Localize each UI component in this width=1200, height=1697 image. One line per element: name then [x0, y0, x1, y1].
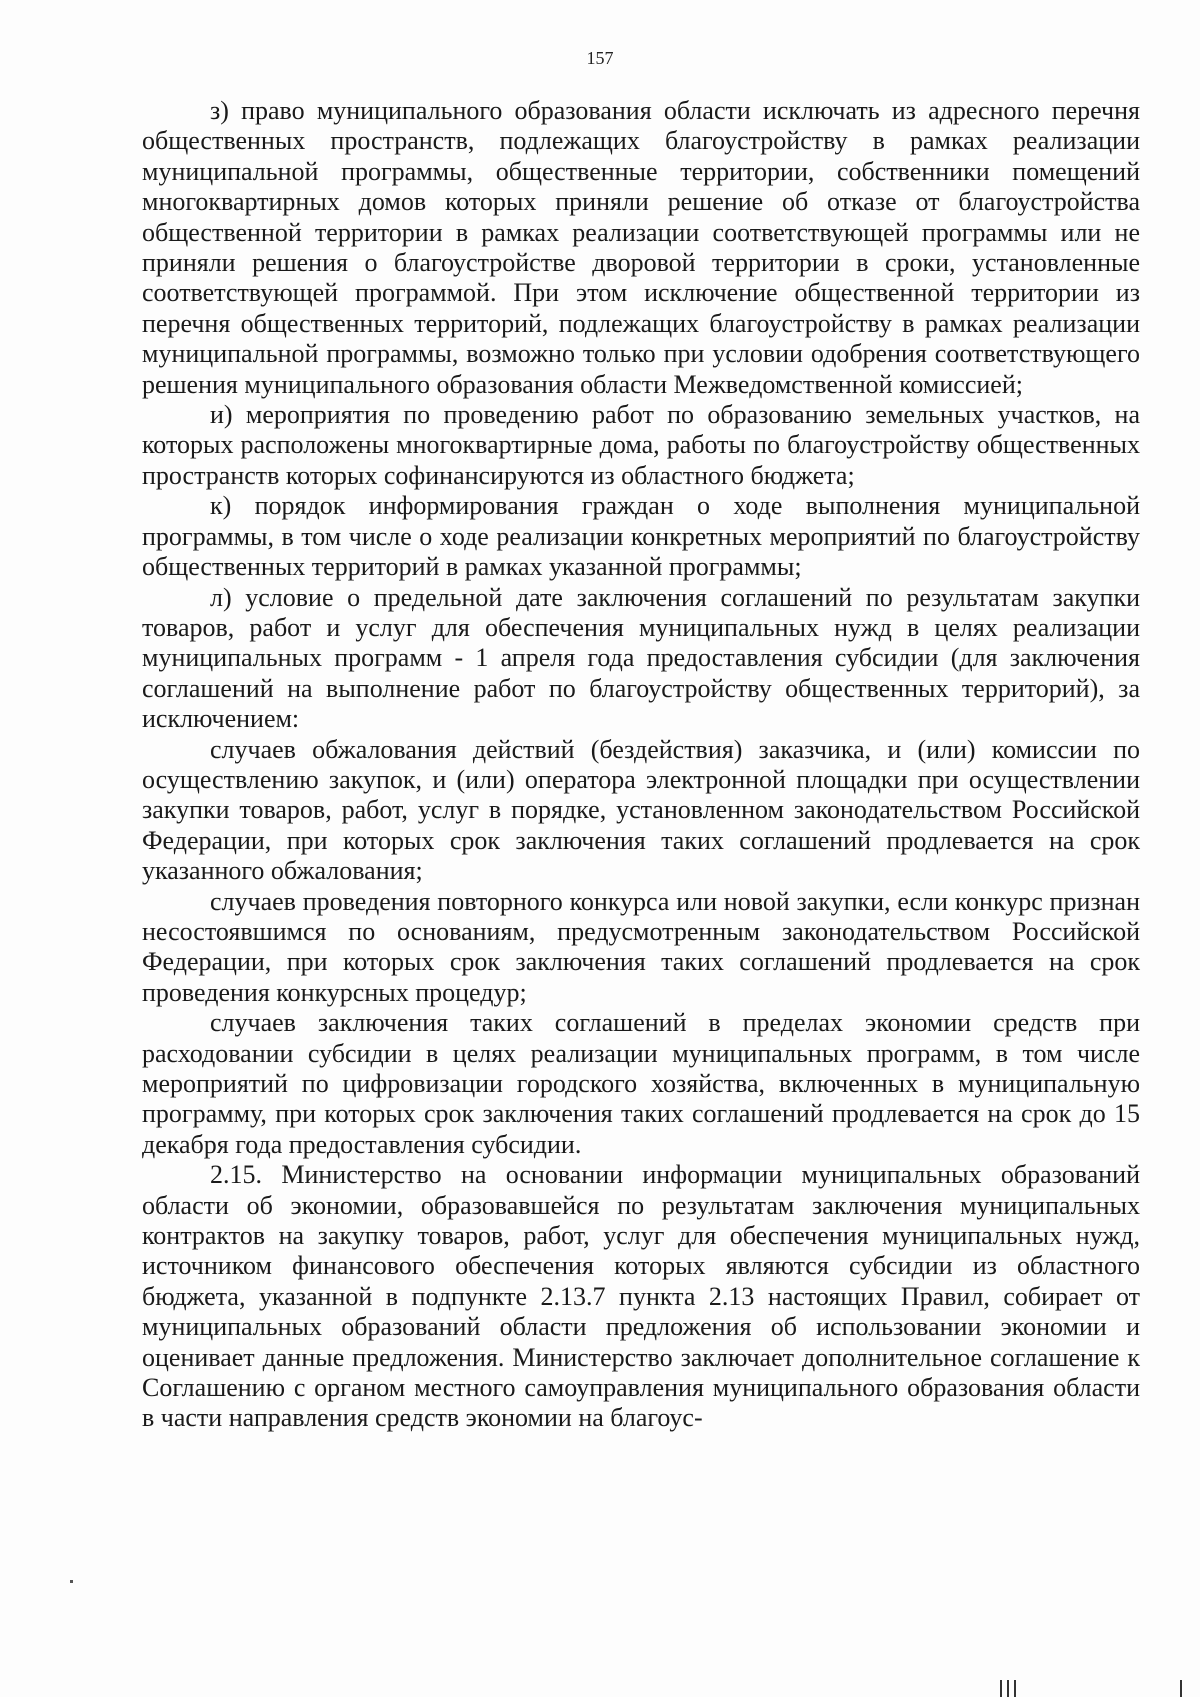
- page-number: 157: [586, 48, 614, 68]
- paragraph-k-informing: к) порядок информирования граждан о ходе выполнения муниципальной программы, в том числе о ходе реализации конкретных мероприятий по благоустройству общественных территорий в рамках указанной программы;: [142, 491, 1140, 582]
- paragraph-l-deadline: л) условие о предельной дате заключения соглашений по результатам закупки товаров, работ и услуг для обеспечения муниципальных нужд в целях реализации муниципальных программ - 1 апреля года предоставления субсидии (для заключения соглашений на выполнение работ по благоустройству общественных территорий), за исключением:: [142, 582, 1140, 734]
- scan-mark: [70, 1580, 73, 1583]
- paragraph-exception-appeal: случаев обжалования действий (бездействия) заказчика, и (или) комиссии по осуществлению закупок, и (или) оператора электронной площадки при осуществлении закупки товаров, работ, услуг в порядке, установленном законодательством Российской Федерации, при которых срок заключения таких соглашений продлевается на срок указанного обжалования;: [142, 734, 1140, 886]
- paragraph-z-exclusion-right: з) право муниципального образования области исключать из адресного перечня общественных пространств, подлежащих благоустройству в рамках реализации муниципальной программы, общественные территории, собственники помещений многоквартирных домов которых приняли решение об отказе от благоустройства общественной территории в рамках реализации соответствующей программы или не приняли решения о благоустройстве дворовой территории в сроки, установленные соответствующей программой. При этом исключение общественной территории из перечня общественных территорий, подлежащих благоустройству в рамках реализации муниципальной программы, возможно только при условии одобрения соответствующего решения муниципального образования области Межведомственной комиссией;: [142, 96, 1140, 399]
- paragraph-exception-repeat-tender: случаев проведения повторного конкурса или новой закупки, если конкурс признан несостоявшимся по основаниям, предусмотренным законодательством Российской Федерации, при которых срок заключения таких соглашений продлевается на срок проведения конкурсных процедур;: [142, 886, 1140, 1007]
- document-body: [142, 96, 1140, 1434]
- paragraph-2-15-ministry: 2.15. Министерство на основании информации муниципальных образований области об экономии, образовавшейся по результатам заключения муниципальных контрактов на закупку товаров, работ, услуг для обеспечения муниципальных нужд, источником финансового обеспечения которых являются субсидии из областного бюджета, указанной в подпункте 2.13.7 пункта 2.13 настоящих Правил, собирает от муниципальных образований области предложения об использовании экономии и оценивает данные предложения. Министерство заключает дополнительное соглашение к Соглашению с органом местного самоуправления муниципального образования области в части направления средств экономии на благоус-: [142, 1160, 1140, 1433]
- paragraph-exception-savings: случаев заключения таких соглашений в пределах экономии средств при расходовании субсидии в целях реализации муниципальных программ, в том числе мероприятий по цифровизации городского хозяйства, включенных в муниципальную программу, при которых срок заключения таких соглашений продлевается на срок до 15 декабря года предоставления субсидии.: [142, 1008, 1140, 1159]
- paragraph-i-land-plots: и) мероприятия по проведению работ по образованию земельных участков, на которых расположены многоквартирные дома, работы по благоустройству общественных пространств которых софинансируются из областного бюджета;: [142, 400, 1140, 490]
- scan-edge-marks: [1000, 1680, 1190, 1697]
